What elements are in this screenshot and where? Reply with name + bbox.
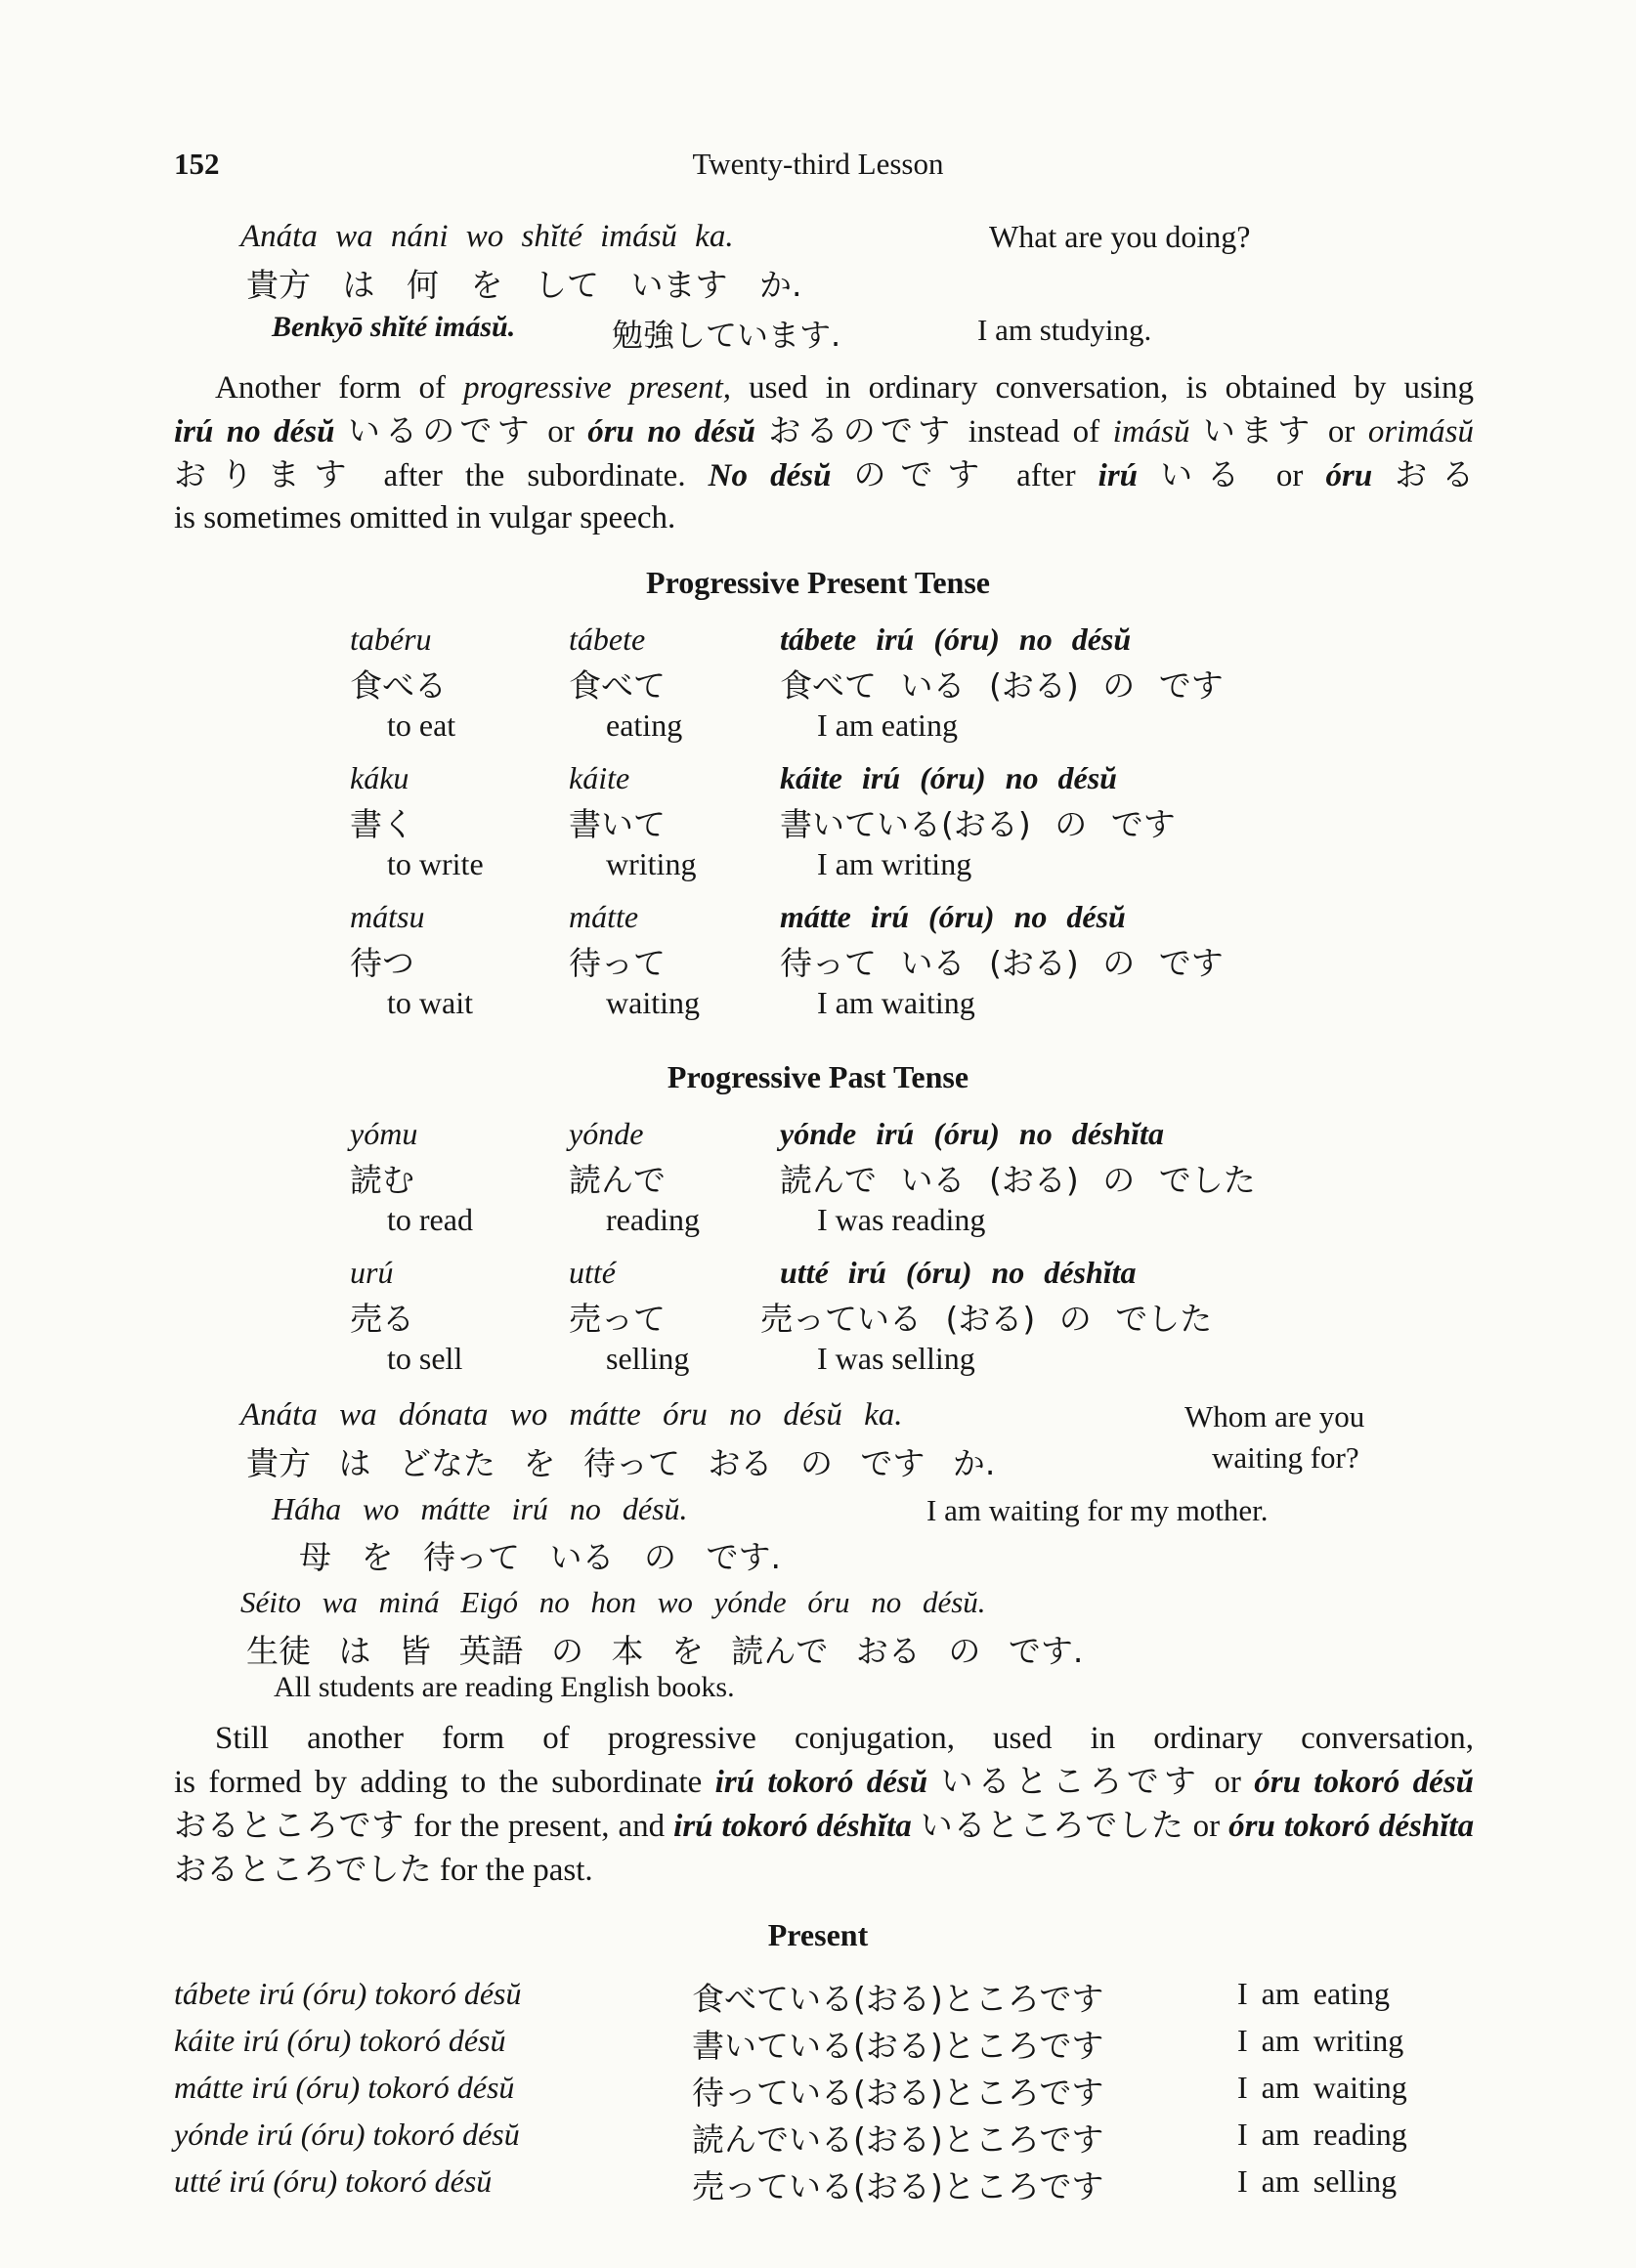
ppast-row-0-japanese-3: 読んで いる (おる) の でした [780,1161,1256,1199]
pp-row-2-romaji-2: mátte [569,899,639,934]
ppast-row-1-japanese-3: 売っている (おる) の でした [760,1300,1213,1338]
pp-row-0-japanese-3: 食べて いる (おる) の です [780,666,1224,705]
example-1-english: What are you doing? [989,219,1251,254]
present-row-0-japanese: 食べている(おる)ところです [692,1980,1104,2018]
example-3-romaji: Anáta wa dónata wo mátte óru no désŭ ka. [240,1397,903,1433]
example-5-japanese: 生徒 は 皆 英語 の 本 を 読んで おる の です. [246,1632,1084,1670]
progressive-present-heading: Progressive Present Tense [646,565,990,600]
ppast-row-1-romaji-1: urú [350,1255,394,1290]
ppast-row-1-english-3: I was selling [817,1341,975,1376]
ppast-row-0-english-1: to read [387,1202,473,1237]
ppast-row-1-japanese-1: 売る [350,1300,414,1338]
present-row-4-romaji: utté irú (óru) tokoró désŭ [174,2163,493,2199]
example-1-romaji: Anáta wa náni wo shĭté imásŭ ka. [240,219,734,254]
pp-row-2-romaji-3: mátte irú (óru) no désŭ [780,899,1126,934]
ppast-row-0-romaji-1: yómu [350,1116,418,1151]
present-row-3-japanese: 読んでいる(おる)ところです [692,2120,1104,2159]
pp-row-1-romaji-2: káite [569,760,630,795]
pp-row-1-japanese-2: 書いて [569,805,666,843]
pp-row-0-english-2: eating [606,707,683,743]
page-title: Twenty-third Lesson [692,147,944,181]
present-row-4-japanese: 売っている(おる)ところです [692,2167,1104,2205]
ppast-row-0-english-2: reading [606,1202,700,1237]
example-4-romaji: Háha wo mátte irú no désŭ. [272,1491,688,1526]
present-row-0-romaji: tábete irú (óru) tokoró désŭ [174,1976,522,2011]
ppast-row-1-romaji-2: utté [569,1255,616,1290]
ppast-row-0-japanese-2: 読んで [569,1161,666,1199]
ppast-row-0-english-3: I was reading [817,1202,986,1237]
pp-row-0-romaji-2: tábete [569,621,646,657]
pp-row-1-romaji-3: káite irú (óru) no désŭ [780,760,1117,795]
pp-row-1-english-1: to write [387,846,484,881]
pp-row-2-english-2: waiting [606,985,700,1020]
ppast-row-0-romaji-3: yónde irú (óru) no déshĭta [780,1116,1164,1151]
pp-row-0-romaji-3: tábete irú (óru) no désŭ [780,621,1132,657]
pp-row-1-english-3: I am writing [817,846,972,881]
example-2-romaji: Benkyō shĭté imásŭ. [272,311,516,343]
pp-row-1-romaji-1: káku [350,760,409,795]
pp-row-2-japanese-2: 待って [569,944,666,982]
pp-row-2-romaji-1: mátsu [350,899,425,934]
present-row-4-english: I am selling [1237,2163,1398,2199]
present-row-3-romaji: yónde irú (óru) tokoró désŭ [174,2117,520,2152]
page-number: 152 [174,147,220,181]
pp-row-1-english-2: writing [606,846,697,881]
example-3-english-1: Whom are you [1184,1399,1365,1434]
ppast-row-1-japanese-2: 売って [569,1300,666,1338]
ppast-row-0-romaji-2: yónde [569,1116,644,1151]
pp-row-0-english-1: to eat [387,707,456,743]
present-row-3-english: I am reading [1237,2117,1407,2152]
pp-row-0-japanese-2: 食べて [569,666,666,705]
progressive-past-heading: Progressive Past Tense [667,1059,969,1094]
example-2-english: I am studying. [977,313,1152,347]
example-3-english-2: waiting for? [1212,1440,1359,1475]
example-4-english: I am waiting for my mother. [926,1493,1269,1527]
example-3-japanese: 貴方 は どなた を 待って おる の です か. [246,1444,996,1482]
paragraph-1: Another form of progressive present, used in ordinary conversation, is obtained by using irú no désŭ いるのです or óru no désŭ おるのです instead of imásŭ います or orimásŭ おります after the subordinate. No désŭ のです after irú いる or óru おる is sometimes omitted in vulgar speech. [174,370,1475,535]
ppast-row-1-english-2: selling [606,1341,690,1376]
pp-row-2-english-1: to wait [387,985,473,1020]
example-1-japanese: 貴方 は 何 を して います か. [246,266,802,304]
pp-row-2-japanese-1: 待つ [350,944,414,982]
pp-row-1-japanese-3: 書いている(おる) の です [780,805,1176,843]
present-row-1-english: I am writing [1237,2023,1404,2058]
present-row-1-japanese: 書いている(おる)ところです [692,2027,1104,2065]
example-5-english: All students are reading English books. [274,1671,735,1703]
pp-row-0-japanese-1: 食べる [350,666,447,705]
pp-row-2-english-3: I am waiting [817,985,975,1020]
present-row-2-romaji: mátte irú (óru) tokoró désŭ [174,2070,515,2105]
ppast-row-1-english-1: to sell [387,1341,463,1376]
pp-row-0-romaji-1: tabéru [350,621,432,657]
present-row-2-english: I am waiting [1237,2070,1407,2105]
present-row-2-japanese: 待っている(おる)ところです [692,2074,1104,2112]
present-row-1-romaji: káite irú (óru) tokoró désŭ [174,2023,506,2058]
present-heading: Present [767,1917,869,1952]
pp-row-2-japanese-3: 待って いる (おる) の です [780,944,1224,982]
ppast-row-0-japanese-1: 読む [350,1161,414,1199]
example-5-romaji: Séito wa miná Eigó no hon wo yónde óru no désŭ. [240,1585,986,1619]
example-4-japanese: 母 を 待って いる の です. [299,1538,781,1576]
ppast-row-1-romaji-3: utté irú (óru) no déshĭta [780,1255,1137,1290]
pp-row-0-english-3: I am eating [817,707,958,743]
paragraph-2: Still another form of progressive conjugation, used in ordinary conversation, is formed by adding to the subordinate irú tokoró désŭ いるところです or óru tokoró désŭ おるところです for the present, and irú tokoró déshĭta いるところでした or óru tokoró déshĭta おるところでした for the past. [174,1721,1475,1888]
present-row-0-english: I am eating [1237,1976,1390,2011]
pp-row-1-japanese-1: 書く [350,805,414,843]
example-2-japanese: 勉強しています. [612,317,841,354]
